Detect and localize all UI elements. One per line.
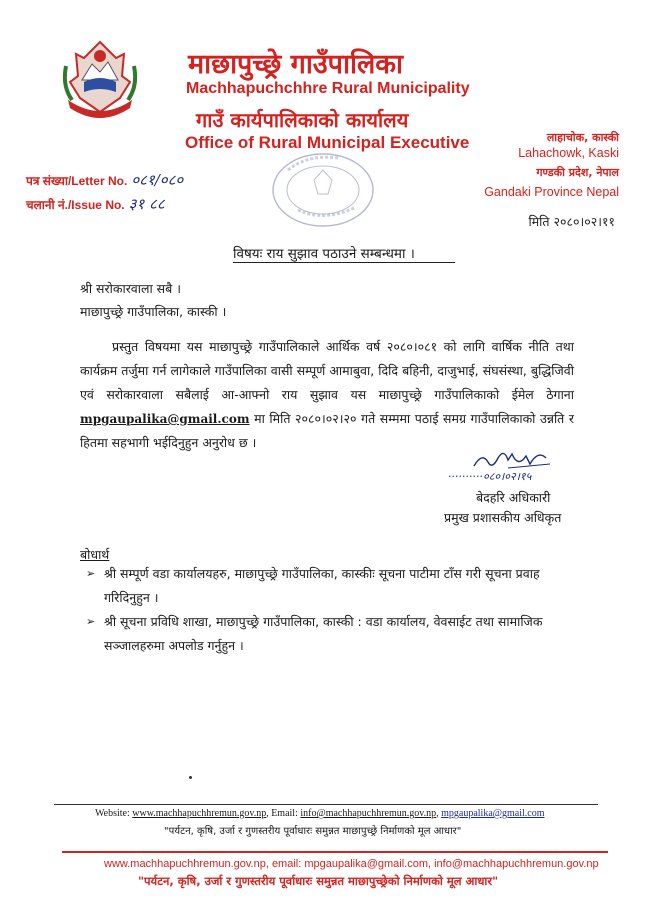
issue-number-label: चलानी नं./Issue No.	[26, 198, 125, 212]
footer-motto-red: "पर्यटन, कृषि, उर्जा र गुणस्तरीय पूर्वाधारः समुन्नत माछापुच्छ्रेको निर्माणको मूल आधार"	[138, 874, 499, 888]
signatory-title: प्रमुख प्रशासकीय अधिकृत	[444, 510, 562, 525]
body-text-part-1: प्रस्तुत विषयमा यस माछापुच्छ्रे गाउँपालिकाले आर्थिक वर्ष २०८०।०८१ को लागि वार्षिक नीति तथा कार्यक्रम तर्जुमा गर्न लागेकाले गाउँपालिका वासी सम्पूर्ण आमाबुवा, दिदि बहिनी, दाजुभाई, संघसंस्था, बुद्धिजिवी एवं सरोकारवाला सबैलाई आ-आफ्नो राय सुझाव यस माछापुच्छ्रे गाउँपालिकाको ईमेल ठेगाना	[80, 339, 574, 402]
province-english: Gandaki Province Nepal	[484, 185, 619, 199]
footer-website-label: Website:	[95, 808, 133, 819]
letter-number-row	[26, 170, 183, 190]
address-english: Lahachowk, Kaski	[518, 146, 619, 160]
office-name-english: Office of Rural Municipal Executive	[185, 133, 470, 152]
signature-date-value: ०८०।०२।१५	[482, 470, 532, 483]
issue-number-row	[26, 194, 165, 214]
footer-email-link-2[interactable]: mpgaupalika@gmail.com	[441, 808, 545, 819]
cc-list-item	[86, 562, 584, 610]
subject-underline	[233, 262, 455, 263]
letter-date: मिति २०८०।०२।११	[528, 214, 615, 229]
recipient-line-1: श्री सरोकारवाला सबै ।	[80, 281, 181, 296]
subject-line: विषयः राय सुझाव पठाउने सम्बन्धमा ।	[233, 246, 415, 262]
province-nepali: गण्डकी प्रदेश, नेपाल	[536, 166, 619, 179]
signature-date: ··········०८०।०२।१५	[448, 470, 532, 483]
footer-email-label: , Email:	[266, 808, 301, 819]
footer-motto: "पर्यटन, कृषि, उर्जा र गुणस्तरीय पूर्वाधारः समुन्नत माछापुच्छ्रे निर्माणको मूल आधार"	[164, 826, 462, 837]
office-name-nepali: गाउँ कार्यपालिकाको कार्यालय	[196, 108, 409, 132]
signatory-name: बेदहरि अधिकारी	[476, 490, 551, 505]
letter-number-value: ०८१/०८०	[131, 171, 184, 189]
cc-list-item	[86, 610, 584, 658]
nepal-emblem-logo	[60, 36, 140, 124]
letter-number-label: पत्र संख्या/Letter No.	[26, 174, 128, 188]
footer-divider-top	[54, 804, 598, 805]
footer-contact-line: Website: www.machhapuchhremun.gov.np, Email: info@machhapuchhremun.gov.np, mpgaupalika@gmail.com	[95, 808, 545, 819]
footer-email-link-1[interactable]: info@machhapuchhremun.gov.np	[300, 808, 437, 819]
organization-name-english: Machhapuchchhre Rural Municipality	[186, 80, 470, 97]
cc-item-text: श्री सूचना प्रविधि शाखा, माछापुच्छ्रे गाउँपालिका, कास्की : वडा कार्यालय, वेवसाईट तथा सामाजिक सञ्जालहरुमा अपलोड गर्नुहुन ।	[104, 614, 543, 653]
body-email-link[interactable]: mpgaupalika@gmail.com	[80, 412, 250, 426]
footer-divider-red	[62, 851, 608, 853]
recipient-line-2: माछापुच्छ्रे गाउँपालिका, कास्की ।	[80, 304, 227, 319]
body-text-part-2: मा मिति २०८०।०२।२० गते सम्ममा पठाई समग्र गाउँपालिकाको उन्नति र हितमा सहभागी भईदिनुहुन अनुरोध छ ।	[80, 411, 574, 450]
footer-website-link[interactable]: www.machhapuchhremun.gov.np	[132, 808, 267, 819]
issue-number-value: ३१ ८८	[128, 195, 165, 213]
office-stamp	[268, 150, 378, 230]
arrow-bullet-icon: ➢	[86, 615, 96, 628]
address-nepali: लाहाचोक, कास्की	[546, 131, 619, 144]
footer-contact-line-red: www.machhapuchhremun.gov.np, email: mpgaupalika@gmail.com, info@machhapuchhremun.gov.np	[104, 858, 599, 870]
arrow-bullet-icon: ➢	[86, 567, 96, 580]
cc-heading: बोधार्थ	[80, 547, 110, 562]
cc-item-text: श्री सम्पूर्ण वडा कार्यालयहरु, माछापुच्छ्रे गाउँपालिका, कास्कीः सूचना पाटीमा टाँस गरी सूचना प्रवाह गरिदिनुहुन ।	[104, 566, 540, 605]
stray-dot	[189, 776, 192, 779]
letter-body	[80, 335, 574, 455]
organization-name-nepali: माछापुच्छ्रे गाउँपालिका	[188, 49, 404, 80]
